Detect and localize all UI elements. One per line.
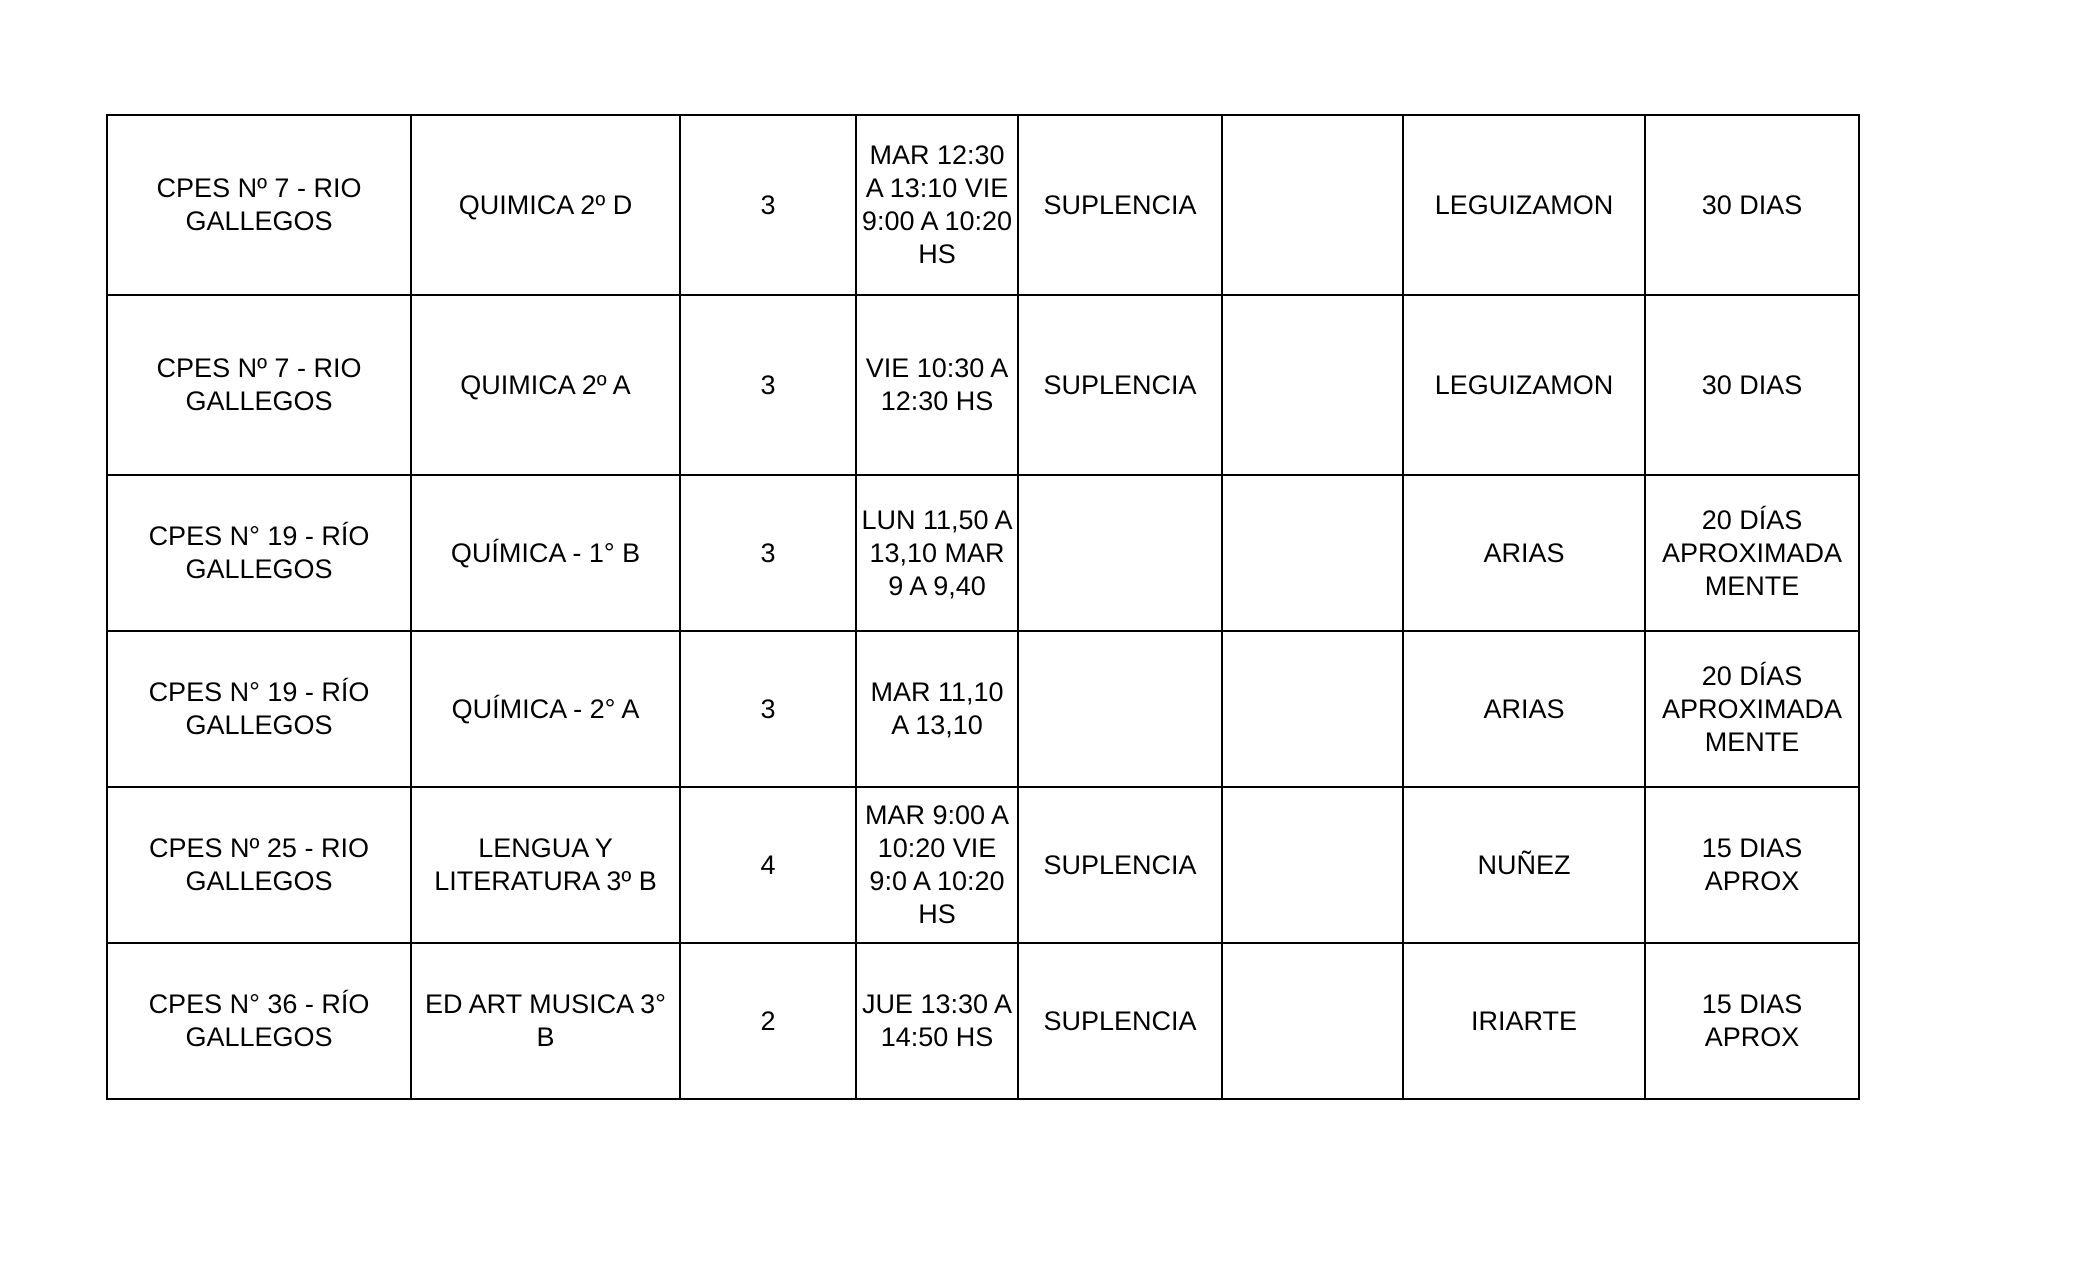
hours-cell: 3 [680, 631, 856, 787]
type-cell: SUPLENCIA [1018, 115, 1222, 295]
school-cell: CPES Nº 7 - RIO GALLEGOS [107, 115, 411, 295]
empty-cell [1222, 475, 1403, 631]
table-body [107, 115, 1859, 1099]
subject-cell: QUÍMICA - 1° B [411, 475, 680, 631]
table-row [107, 631, 1859, 787]
teacher-cell: LEGUIZAMON [1403, 115, 1645, 295]
type-cell [1018, 631, 1222, 787]
school-cell: CPES N° 19 - RÍO GALLEGOS [107, 631, 411, 787]
teacher-cell: ARIAS [1403, 475, 1645, 631]
table-row [107, 475, 1859, 631]
subject-cell: QUÍMICA - 2° A [411, 631, 680, 787]
school-cell: CPES N° 19 - RÍO GALLEGOS [107, 475, 411, 631]
hours-cell: 3 [680, 115, 856, 295]
table-row [107, 295, 1859, 475]
type-cell: SUPLENCIA [1018, 295, 1222, 475]
teacher-cell: ARIAS [1403, 631, 1645, 787]
empty-cell [1222, 787, 1403, 943]
table-row [107, 115, 1859, 295]
hours-cell: 4 [680, 787, 856, 943]
teacher-cell: IRIARTE [1403, 943, 1645, 1099]
subject-cell: ED ART MUSICA 3° B [411, 943, 680, 1099]
schedule-cell: MAR 11,10 A 13,10 [856, 631, 1018, 787]
duration-cell: 20 DÍAS APROXIMADA MENTE [1645, 631, 1859, 787]
teacher-cell: LEGUIZAMON [1403, 295, 1645, 475]
school-cell: CPES N° 36 - RÍO GALLEGOS [107, 943, 411, 1099]
school-cell: CPES Nº 7 - RIO GALLEGOS [107, 295, 411, 475]
subject-cell: QUIMICA 2º A [411, 295, 680, 475]
empty-cell [1222, 115, 1403, 295]
schedule-cell: LUN 11,50 A 13,10 MAR 9 A 9,40 [856, 475, 1018, 631]
duration-cell: 30 DIAS [1645, 295, 1859, 475]
school-cell: CPES Nº 25 - RIO GALLEGOS [107, 787, 411, 943]
subject-cell: LENGUA Y LITERATURA 3º B [411, 787, 680, 943]
duration-cell: 15 DIAS APROX [1645, 943, 1859, 1099]
empty-cell [1222, 295, 1403, 475]
type-cell [1018, 475, 1222, 631]
hours-cell: 2 [680, 943, 856, 1099]
schedule-cell: JUE 13:30 A 14:50 HS [856, 943, 1018, 1099]
empty-cell [1222, 631, 1403, 787]
hours-cell: 3 [680, 475, 856, 631]
hours-cell: 3 [680, 295, 856, 475]
duration-cell: 30 DIAS [1645, 115, 1859, 295]
duration-cell: 20 DÍAS APROXIMADA MENTE [1645, 475, 1859, 631]
table-row [107, 787, 1859, 943]
teacher-cell: NUÑEZ [1403, 787, 1645, 943]
empty-cell [1222, 943, 1403, 1099]
type-cell: SUPLENCIA [1018, 787, 1222, 943]
schedule-cell: VIE 10:30 A 12:30 HS [856, 295, 1018, 475]
duration-cell: 15 DIAS APROX [1645, 787, 1859, 943]
subject-cell: QUIMICA 2º D [411, 115, 680, 295]
schedule-cell: MAR 9:00 A 10:20 VIE 9:0 A 10:20 HS [856, 787, 1018, 943]
schedule-cell: MAR 12:30 A 13:10 VIE 9:00 A 10:20 HS [856, 115, 1018, 295]
table-row [107, 943, 1859, 1099]
substitution-table [106, 114, 1860, 1100]
type-cell: SUPLENCIA [1018, 943, 1222, 1099]
